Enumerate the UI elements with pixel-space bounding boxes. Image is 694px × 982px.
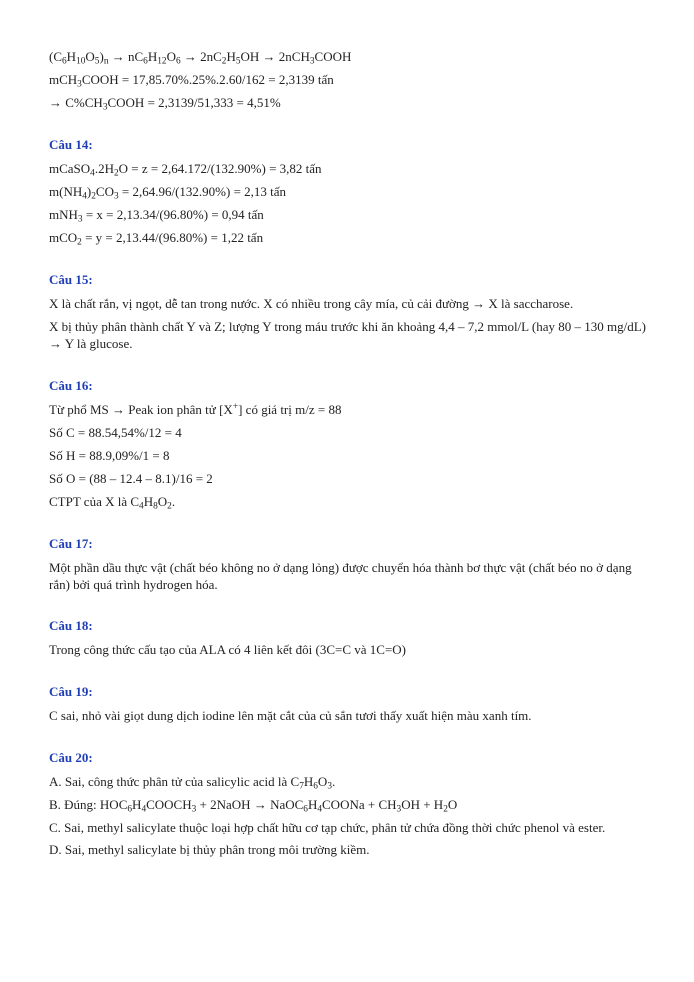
question-15-title: Câu 15: [49, 272, 93, 287]
q16-line-1: Từ phổ MS → Peak ion phân tử [X+] có giá trị m/z = 88 [49, 401, 342, 417]
q14-line-4: mCO$_2$ = y = 2,13.44/(96.80%) = 1,22 tấn [49, 230, 264, 248]
q15-line-1: X là chất rắn, vị ngọt, dễ tan trong nước. X có nhiều trong cây mía, củ cải đường → X là saccharose. [49, 296, 574, 311]
question-20-title: Câu 20: [49, 750, 93, 765]
q19-line-1: C sai, nhỏ vài giọt dung dịch iodine lên mặt cắt của củ sắn tươi thấy xuất hiện màu xanh tím. [49, 708, 532, 723]
question-19-title: Câu 19: [49, 684, 93, 699]
q14-line-1: $mCaSO_4.2H_2O = z = 2,64.172/(132.90\%) = 3,82$ tấn [49, 161, 322, 179]
question-17-title: Câu 17: [49, 536, 93, 551]
q18-line-1: Trong công thức cấu tạo của ALA có 4 liên kết đôi (3C=C và 1C=O) [49, 642, 407, 657]
q20-option-b: B. Đúng: $HOC_6H_4COOCH_3$ + 2NaOH → $NaOC_6H_4COONa + CH_3OH + H_2O$ [49, 797, 458, 815]
q16-line-2: Số C = 88.54,54%/12 = 4 [49, 425, 182, 440]
q16-line-4: Số O = (88 – 12.4 – 8.1)/16 = 2 [49, 471, 213, 486]
q20-option-c: C. Sai, methyl salicylate thuộc loại hợp chất hữu cơ tạp chức, phân tử chứa đồng thời chức phenol và ester. [49, 820, 606, 835]
q14-line-2: $m(NH_4)_2CO_3 = 2,64.96/(132.90\%) = 2,13$ tấn [49, 184, 287, 202]
question-18-title: Câu 18: [49, 618, 93, 633]
q16-line-5: CTPT của X là $C_4H_8O_2$. [49, 494, 176, 512]
reaction-chain: $(C_6H_{10}O_5)_n \to nC_6H_{12}O_6 \to 2nC_2H_5OH$ → 2nCH$_3$COOH [49, 49, 352, 67]
q15-line-2: X bị thủy phân thành chất Y và Z; lượng Y trong máu trước khi ăn khoảng 4,4 – 7,2 mmol/L (hay 80 – 130 mg/dL) → Y là glucose. [49, 319, 646, 351]
q20-option-a: A. Sai, công thức phân tử của salicylic acid là $C_7H_6O_3$. [49, 774, 336, 792]
q20-option-d: D. Sai, methyl salicylate bị thủy phân trong môi trường kiềm. [49, 842, 370, 857]
question-16-title: Câu 16: [49, 378, 93, 393]
acetic-acid-mass: mCH$_3$COOH = 17,85.70%.25%.2.60/162 = 2,3139 tấn [49, 72, 334, 90]
question-14-title: Câu 14: [49, 137, 93, 152]
q14-line-3: mNH$_3$ = x = 2,13.34/(96.80%) = 0,94 tấn [49, 207, 264, 225]
q16-line-3: Số H = 88.9,09%/1 = 8 [49, 448, 170, 463]
q17-line-1: Một phần dầu thực vật (chất béo không no ở dạng lỏng) được chuyển hóa thành bơ thực vật (chất béo no ở dạng rắn) bởi quá trình hydrogen hóa. [49, 560, 632, 592]
acetic-acid-percent: → $C\%CH_3COOH = 2,3139/51,333 = 4,51\%$ [49, 95, 281, 113]
